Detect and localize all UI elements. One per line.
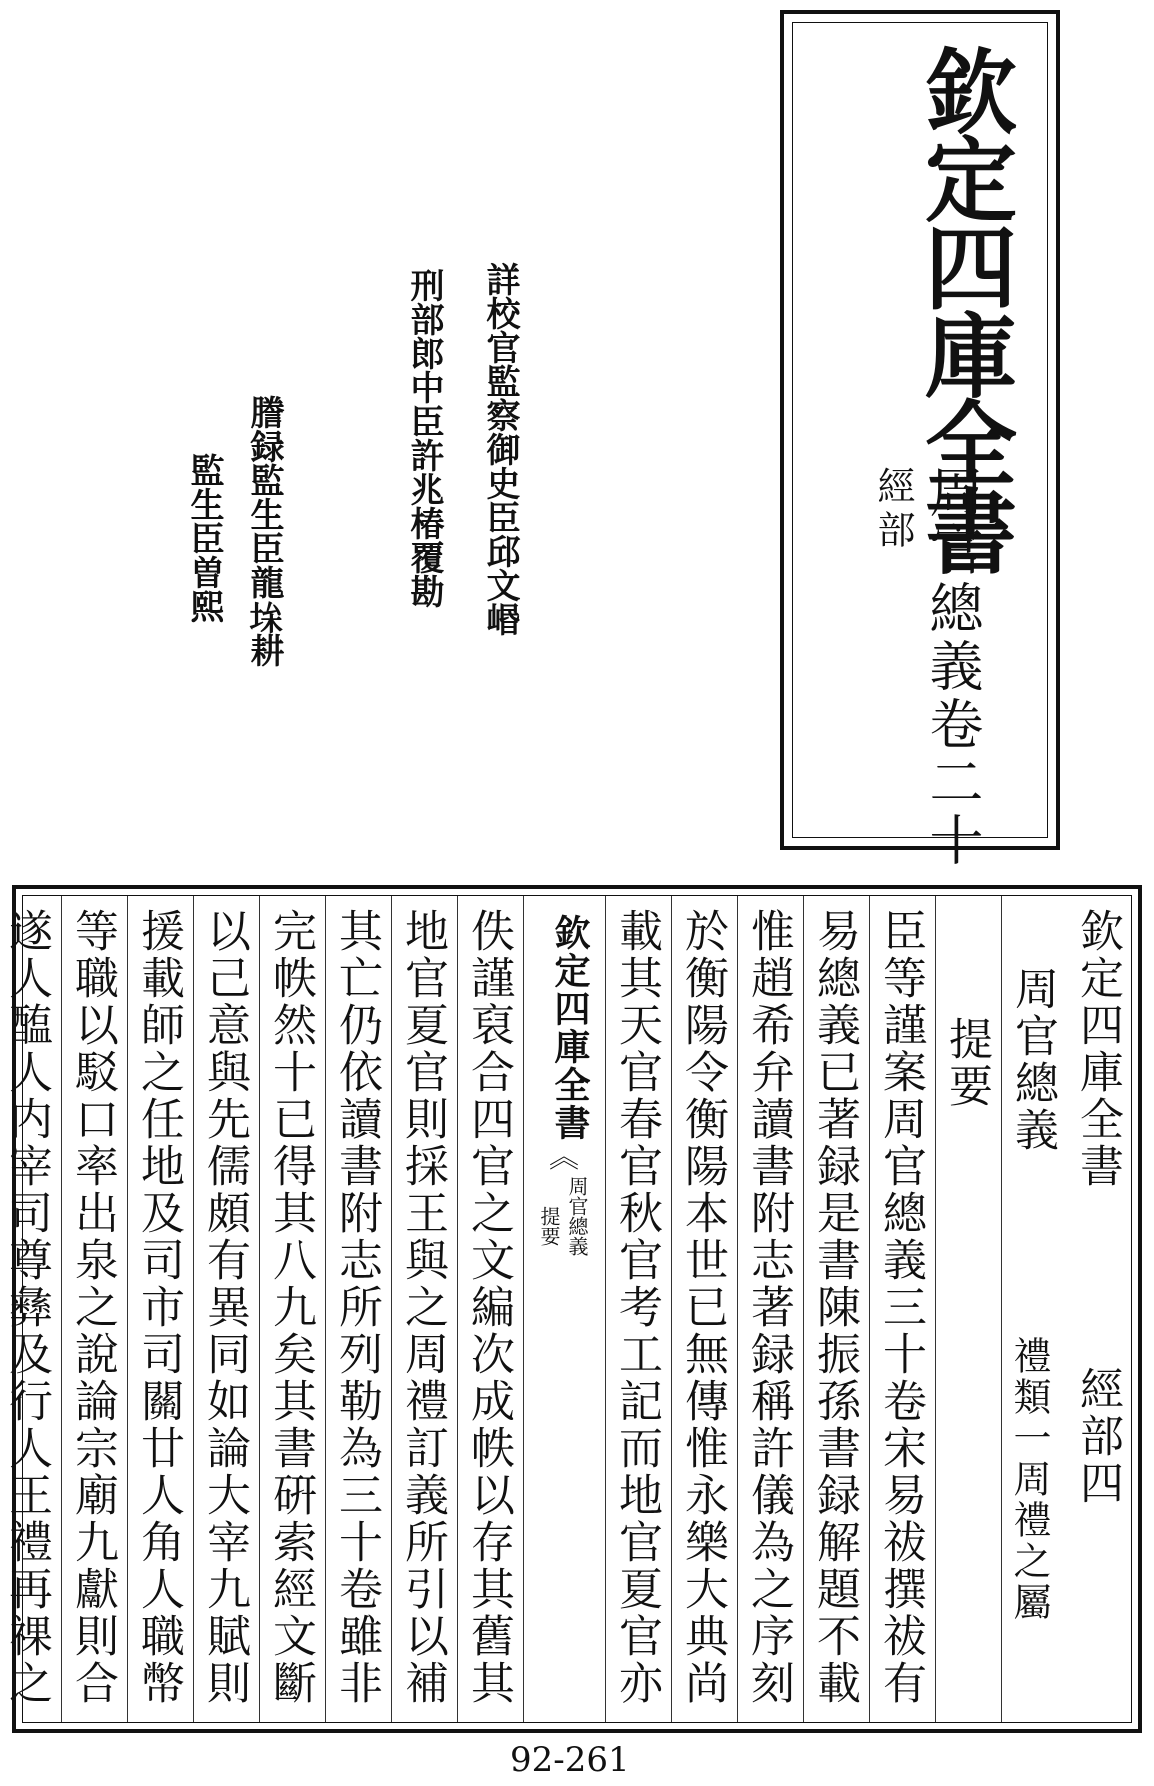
- volume-title: 周官總義卷二十: [921, 464, 984, 870]
- credit-line-reviewer: 刑部郎中臣許兆椿覆勘: [404, 268, 444, 608]
- text-column-body: [61, 896, 128, 1722]
- fishtail-book-title: 周官總義: [565, 1176, 589, 1256]
- column-text: 完帙然十已得其八九矣其書硏索經文斷: [265, 908, 316, 1707]
- credit-line-copyist: 謄録監生臣龍𡋠耕: [244, 395, 284, 667]
- text-column-body: [737, 896, 804, 1722]
- column-text: 惟趙希弁讀書附志著録稱許儀為之序刻: [743, 908, 794, 1707]
- column-text: 遂人醢人内宰司尊彝及行人王禮再祼之: [1, 908, 52, 1707]
- column-text: 載其天官春官秋官考工記而地官夏官亦: [611, 908, 662, 1707]
- text-column-body: [457, 896, 524, 1722]
- collection-title: 欽定四庫全書: [910, 44, 1018, 572]
- text-page-inner-border: [1, 895, 1132, 1723]
- text-column-body: [605, 896, 672, 1722]
- credit-line-proofreader: 詳校官監察御史臣邱文㟭: [480, 262, 520, 636]
- column-text: 其亡仍依讀書附志所列勒為三十卷雖非: [331, 908, 382, 1707]
- fishtail-mark: ︽: [549, 1140, 579, 1175]
- title-slip-frame: [780, 10, 1060, 870]
- text-column-body: [671, 896, 738, 1722]
- section-label: 經部: [871, 466, 915, 554]
- credit-line-student: 監生臣曽熙: [184, 453, 224, 623]
- text-column-section: [935, 896, 1002, 1722]
- text-page-frame: [1, 885, 1142, 1733]
- text-column-body: [127, 896, 194, 1722]
- column-text: 周官總義: [1007, 966, 1058, 1154]
- column-text: 臣等謹案周官總義三十卷宋易祓撰祓有: [875, 908, 926, 1707]
- column-text: 欽定四庫全書: [1072, 908, 1123, 1190]
- column-text: 援載師之任地及司市司關廿人角人職幣: [133, 908, 184, 1707]
- column-suffix: 經部四: [1072, 1366, 1123, 1507]
- column-text: 提要: [941, 1016, 992, 1110]
- fishtail-header-title: 欽定四庫全書: [549, 914, 591, 1142]
- column-text: 佚謹裒合四官之文編次成帙以存其舊其: [463, 908, 514, 1707]
- text-column-body: [803, 896, 870, 1722]
- text-column-body: [325, 896, 392, 1722]
- column-text: 地官夏官則採王與之周禮訂義所引以補: [397, 908, 448, 1707]
- text-column-body: [869, 896, 936, 1722]
- text-column-body: [0, 896, 62, 1722]
- fishtail-section: 提要: [537, 1206, 561, 1246]
- column-text: 於衡陽令衡陽本世已無傳惟永樂大典尚: [677, 908, 728, 1707]
- text-column-body: [259, 896, 326, 1722]
- text-column-body: [193, 896, 260, 1722]
- column-suffix: 禮類一周禮之屬: [1007, 1336, 1051, 1623]
- column-text: 易總義已著録是書陳振孫書録解題不載: [809, 908, 860, 1707]
- column-text: 等職以駁口率出泉之說論宗廟九獻則合: [67, 908, 118, 1707]
- text-column-book-title: [1001, 896, 1068, 1722]
- page-number: 92-261: [510, 1740, 630, 1780]
- column-text: 以己意與先儒頗有異同如論大宰九賦則: [199, 908, 250, 1707]
- text-column-body: [391, 896, 458, 1722]
- text-column-header: [1067, 896, 1133, 1722]
